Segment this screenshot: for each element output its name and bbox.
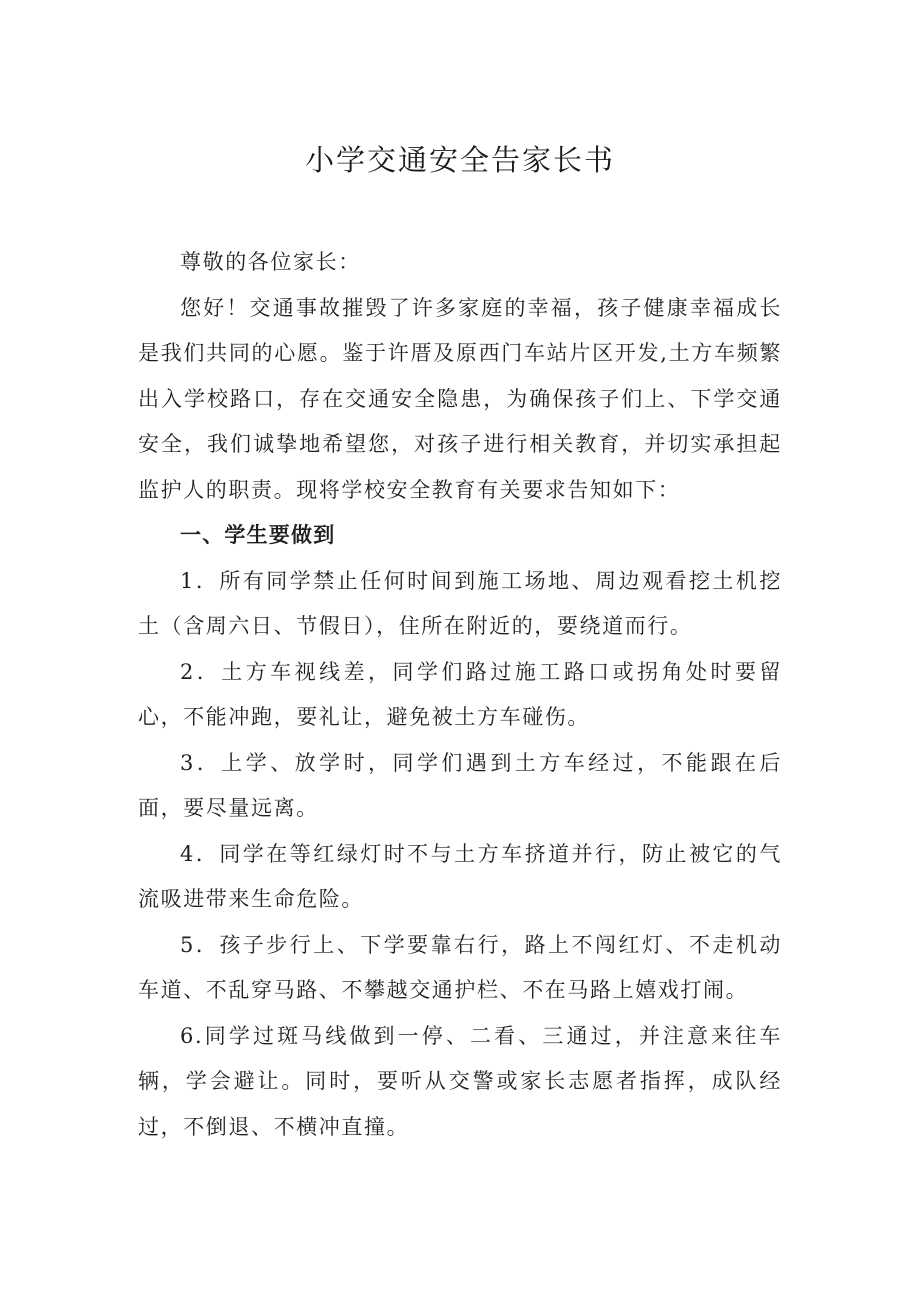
list-item: 6.同学过斑马线做到一停、二看、三通过，并注意来往车辆，学会避让。同时，要听从交警或家长志愿者指挥，成队经过，不倒退、不横冲直撞。: [138, 1023, 782, 1139]
salutation: 尊敬的各位家长：: [180, 250, 361, 274]
list-item: 2．土方车视线差，同学们路过施工路口或拐角处时要留心，不能冲跑，要礼让，避免被土方车碰伤。: [138, 659, 782, 729]
intro-paragraph: 您好！交通事故摧毁了许多家庭的幸福，孩子健康幸福成长是我们共同的心愿。鉴于许厝及原西门车站片区开发,土方车频繁出入学校路口，存在交通安全隐患，为确保孩子们上、下学交通安全，我们诚挚地希望您，对孩子进行相关教育，并切实承担起监护人的职责。现将学校安全教育有关要求告知如下：: [138, 295, 782, 502]
section-heading-students: 一、学生要做到: [180, 523, 336, 547]
document-title: 小学交通安全告家长书: [304, 143, 615, 177]
list-item: 3．上学、放学时，同学们遇到土方车经过，不能跟在后面，要尽量远离。: [138, 750, 782, 820]
list-item: 5．孩子步行上、下学要靠右行，路上不闯红灯、不走机动车道、不乱穿马路、不攀越交通护栏、不在马路上嬉戏打闹。: [138, 932, 782, 1002]
list-item: 1．所有同学禁止任何时间到施工场地、周边观看挖土机挖土（含周六日、节假日），住所在附近的，要绕道而行。: [138, 568, 782, 638]
list-item: 4．同学在等红绿灯时不与土方车挤道并行，防止被它的气流吸进带来生命危险。: [138, 841, 782, 911]
